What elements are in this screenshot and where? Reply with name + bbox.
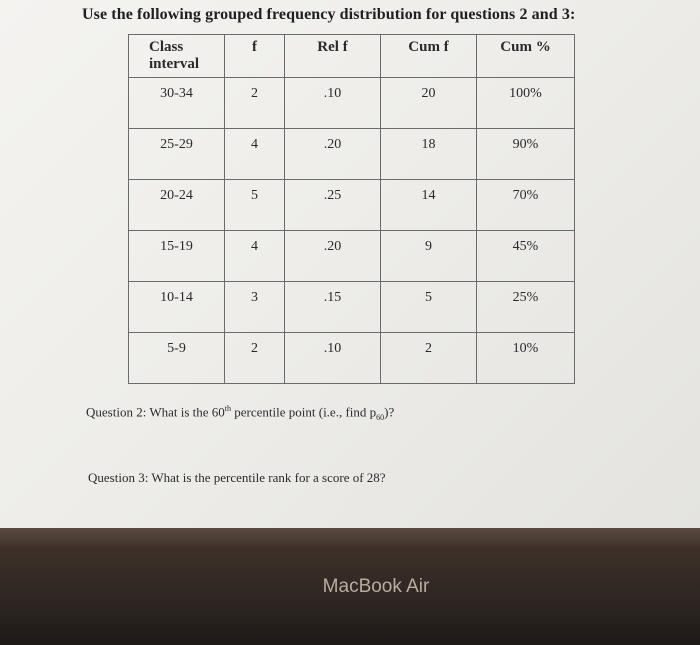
question-3: Question 3: What is the percentile rank for a score of 28? <box>88 470 386 485</box>
cell-class-interval: 20-24 <box>129 180 225 231</box>
cell-cum-pct: 25% <box>477 282 575 333</box>
question-2: Question 2: What is the 60th percentile point (i.e., find $p_{60}$)? <box>86 404 395 422</box>
instructions-heading: Use the following grouped frequency distribution for questions 2 and 3: <box>82 6 576 23</box>
header-f: f <box>225 35 285 78</box>
header-class-interval: Class interval <box>129 35 225 78</box>
cell-class-interval: 30-34 <box>129 78 225 129</box>
cell-f: 5 <box>225 180 285 231</box>
header-cum-f: Cum f <box>381 35 477 78</box>
cell-class-interval: 5-9 <box>129 333 225 384</box>
table-header-row <box>129 35 575 78</box>
cell-cum-f: 20 <box>381 78 477 129</box>
table-row <box>129 231 575 282</box>
cell-rel-f: .25 <box>285 180 381 231</box>
cell-rel-f: .10 <box>285 333 381 384</box>
cell-cum-pct: 70% <box>477 180 575 231</box>
cell-class-interval: 15-19 <box>129 231 225 282</box>
cell-cum-f: 5 <box>381 282 477 333</box>
cell-cum-f: 14 <box>381 180 477 231</box>
cell-rel-f: .15 <box>285 282 381 333</box>
cell-cum-f: 2 <box>381 333 477 384</box>
table-row <box>129 78 575 129</box>
cell-cum-f: 9 <box>381 231 477 282</box>
cell-f: 3 <box>225 282 285 333</box>
cell-rel-f: .20 <box>285 129 381 180</box>
header-cum-pct: Cum % <box>477 35 575 78</box>
cell-f: 4 <box>225 129 285 180</box>
table-row <box>129 129 575 180</box>
cell-cum-pct: 45% <box>477 231 575 282</box>
cell-cum-f: 18 <box>381 129 477 180</box>
table-row <box>129 180 575 231</box>
cell-class-interval: 25-29 <box>129 129 225 180</box>
cell-cum-pct: 10% <box>477 333 575 384</box>
table-row <box>129 282 575 333</box>
cell-class-interval: 10-14 <box>129 282 225 333</box>
cell-cum-pct: 100% <box>477 78 575 129</box>
table-row <box>129 333 575 384</box>
cell-f: 2 <box>225 78 285 129</box>
cell-rel-f: .10 <box>285 78 381 129</box>
header-rel-f: Rel f <box>285 35 381 78</box>
cell-f: 4 <box>225 231 285 282</box>
frequency-table <box>128 34 575 384</box>
cell-cum-pct: 90% <box>477 129 575 180</box>
laptop-brand-label: MacBook Air <box>322 576 430 597</box>
cell-rel-f: .20 <box>285 231 381 282</box>
cell-f: 2 <box>225 333 285 384</box>
